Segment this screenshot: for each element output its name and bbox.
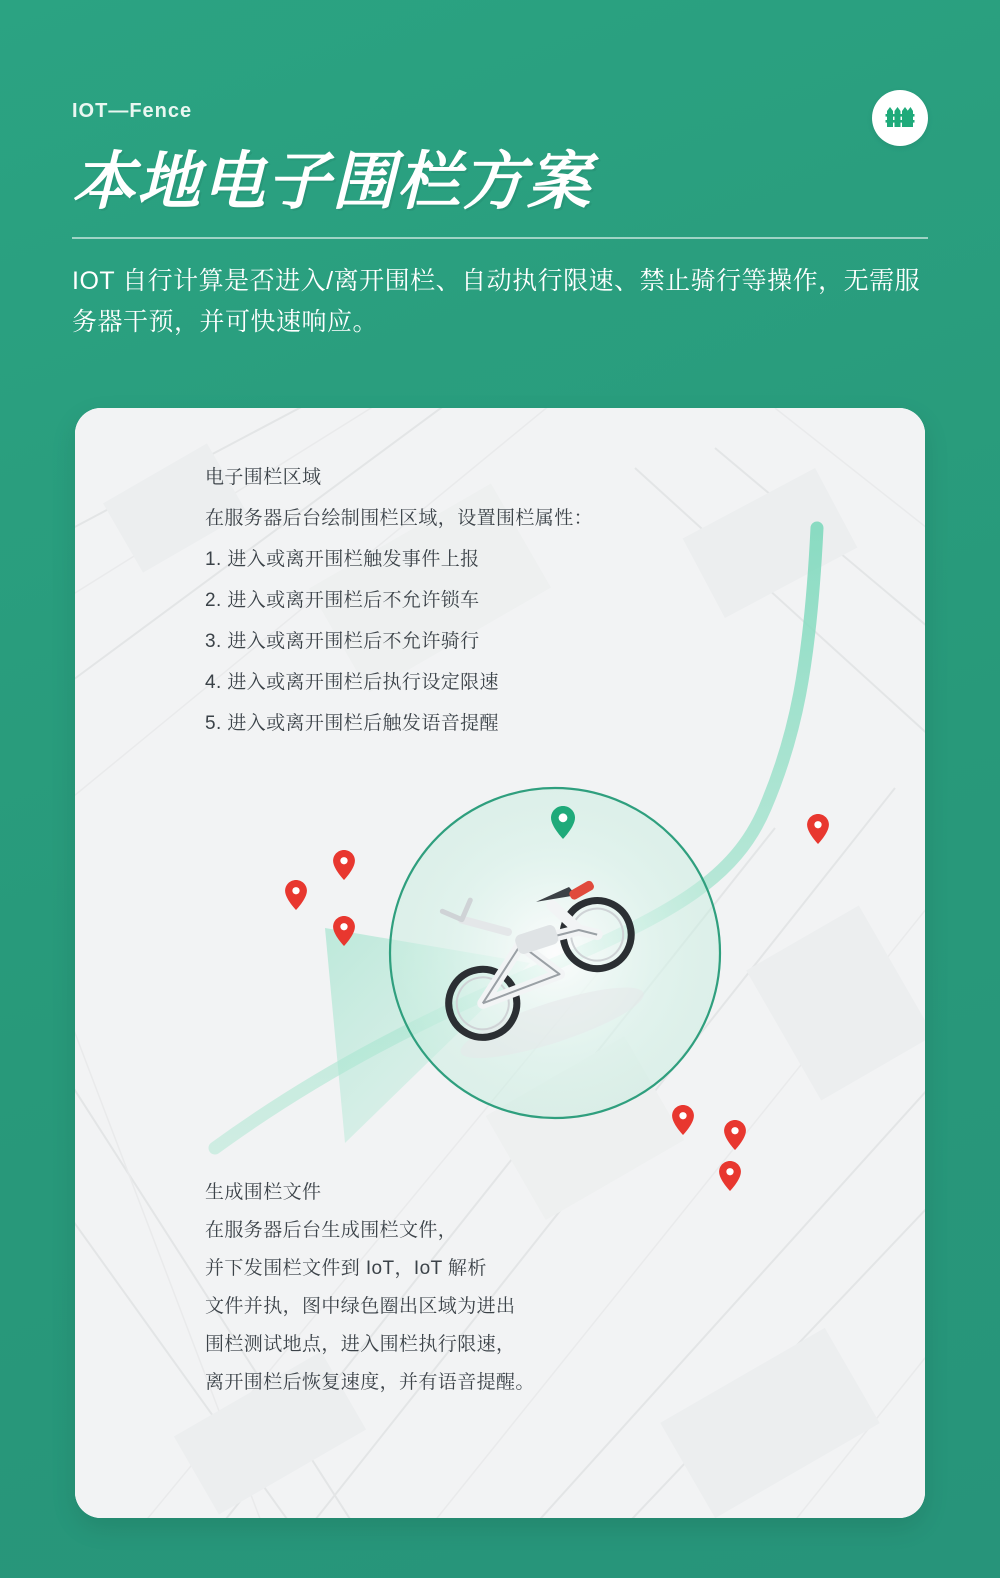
fence-area-item-1: 1. 进入或离开围栏触发事件上报 <box>205 549 480 570</box>
fence-area-item-2: 2. 进入或离开围栏后不允许锁车 <box>205 590 480 611</box>
fence-area-item-5: 5. 进入或离开围栏后触发语音提醒 <box>205 713 499 734</box>
content-card <box>75 408 925 1518</box>
fence-file-line-5: 离开围栏后恢复速度，并有语音提醒。 <box>205 1372 535 1393</box>
header <box>72 100 928 344</box>
logo-badge <box>872 90 928 146</box>
map-pin-red-4[interactable] <box>807 814 829 844</box>
map-pin-green-center[interactable] <box>551 806 575 839</box>
fence-area-section <box>205 468 593 755</box>
page-subtitle: IOT 自行计算是否进入/离开围栏、自动执行限速、禁止骑行等操作，无需服务器干预，并可快速响应。 <box>72 267 921 337</box>
fence-file-section <box>205 1183 535 1411</box>
map-pin-red-2[interactable] <box>285 880 307 910</box>
map-pin-red-7[interactable] <box>719 1161 741 1191</box>
map-pin-red-6[interactable] <box>724 1120 746 1150</box>
map-pin-red-3[interactable] <box>333 916 355 946</box>
fence-file-heading: 生成围栏文件 <box>205 1182 322 1203</box>
fence-area-item-4: 4. 进入或离开围栏后执行设定限速 <box>205 672 499 693</box>
fence-file-line-3: 文件并执，图中绿色圈出区域为进出 <box>205 1296 516 1317</box>
fence-file-line-4: 围栏测试地点，进入围栏执行限速， <box>205 1334 516 1355</box>
fence-icon <box>885 103 915 134</box>
fence-area-heading: 电子围栏区域 <box>205 467 322 488</box>
fence-file-line-2: 并下发围栏文件到 IoT，IoT 解析 <box>205 1258 487 1279</box>
map-pin-red-5[interactable] <box>672 1105 694 1135</box>
eyebrow-label: IOT—Fence <box>72 100 193 122</box>
fence-area-item-3: 3. 进入或离开围栏后不允许骑行 <box>205 631 480 652</box>
fence-file-line-1: 在服务器后台生成围栏文件， <box>205 1220 458 1241</box>
fence-area-intro: 在服务器后台绘制围栏区域，设置围栏属性： <box>205 508 594 529</box>
title-divider <box>72 237 928 239</box>
map-pin-red-1[interactable] <box>333 850 355 880</box>
page-title: 本地电子围栏方案 <box>72 147 592 217</box>
